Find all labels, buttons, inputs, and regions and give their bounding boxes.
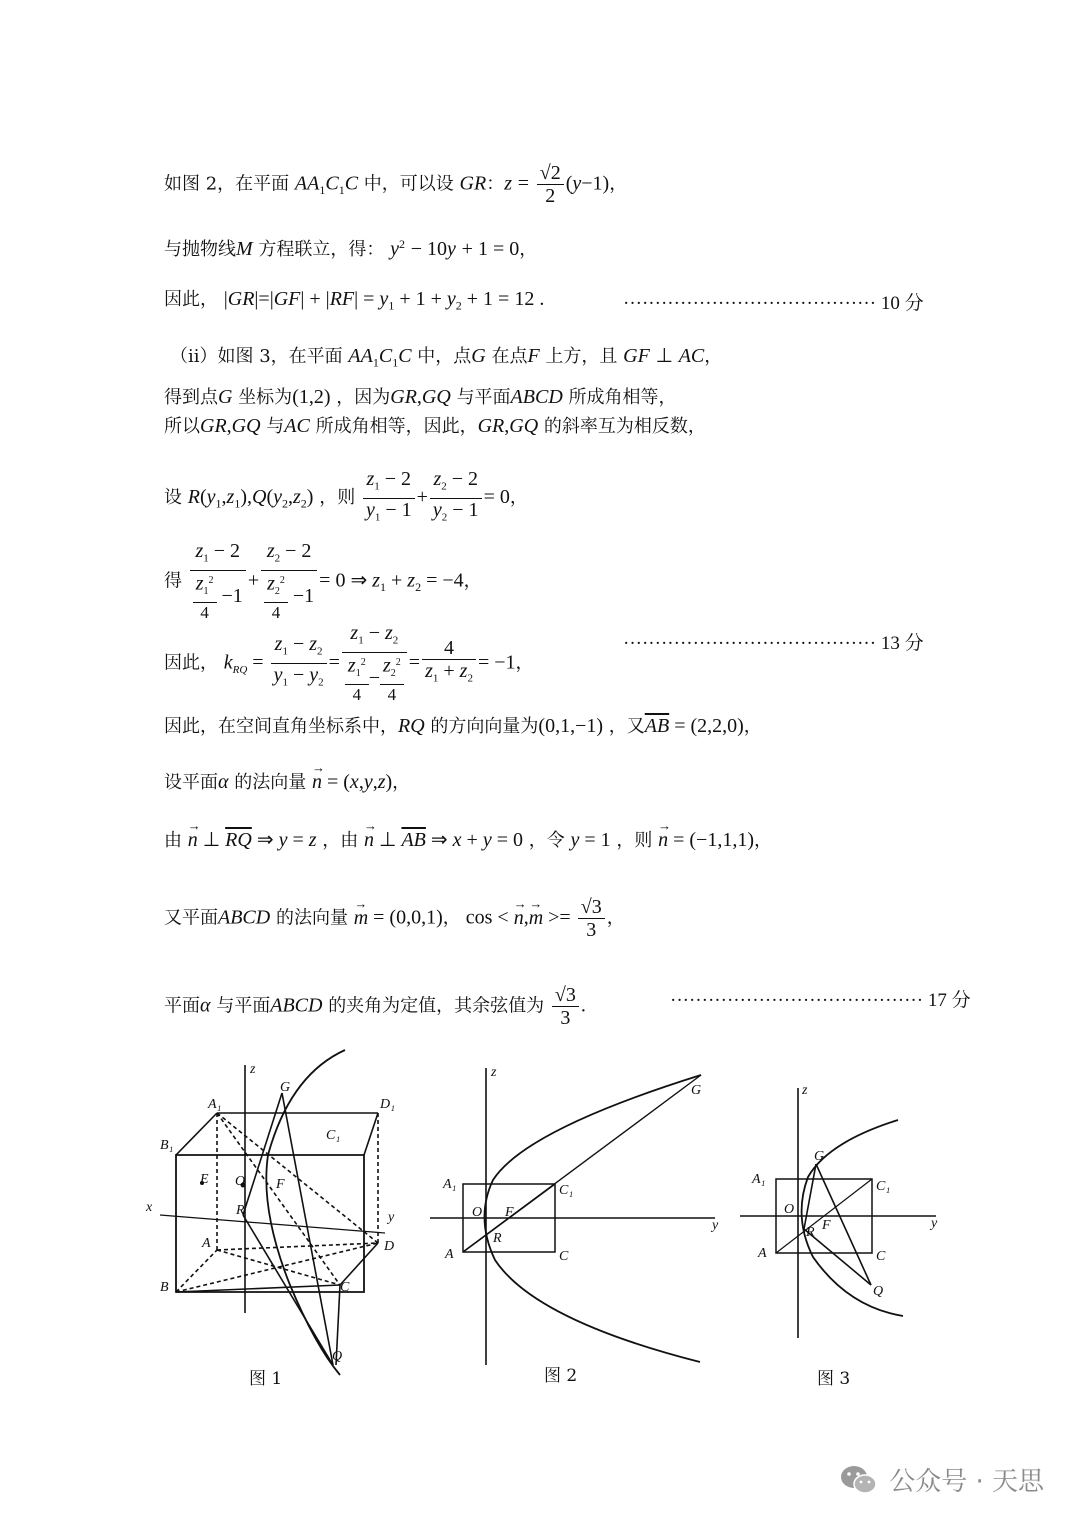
figure-2 [425, 1060, 725, 1370]
text: ，则 [616, 830, 653, 851]
svg-text:z: z [491, 1065, 497, 1080]
text: 设 [164, 487, 182, 509]
text: 又平面 [164, 907, 218, 929]
line-5: 得到点G 坐标为(1,2) ，因为GR,GQ 与平面ABCD 所成角相等， [164, 386, 677, 408]
text: 由 [164, 830, 182, 851]
svg-text:B: B [160, 1280, 169, 1295]
line-13: 又平面ABCD 的法向量 → m = (0,0,1)， cos < → n,→ m >= $\frac{√3}{3}$ ， [164, 896, 625, 941]
line-10: 因此，在空间直角坐标系中，RQ 的方向向量为(0,1,−1) ，又$\overline{AB} = (2,2,0)$， [164, 715, 762, 737]
text: 中，点 [417, 346, 472, 367]
line-1: 如图 2，在平面 $AA_1C_1C$ 中，可以设 GR：z = $\frac{√2}{2}$ (y−1)， [164, 162, 628, 207]
wechat-icon [839, 1463, 879, 1497]
text: 的法向量 [234, 772, 307, 793]
svg-text:C: C [876, 1249, 886, 1264]
score-10: ········································ 10 分 [623, 293, 924, 314]
text: 与平面 [456, 387, 511, 408]
svg-text:C: C [559, 1249, 569, 1264]
svg-text:A₁: A₁ [208, 1097, 222, 1112]
text: （ii）如图 3，在平面 [170, 346, 343, 367]
figure-1 [140, 1045, 410, 1385]
svg-text:O: O [235, 1174, 246, 1189]
figure-3 [738, 1082, 948, 1342]
svg-text:E: E [200, 1172, 209, 1187]
text: 设平面 [164, 772, 218, 793]
svg-text:A: A [758, 1246, 767, 1261]
text: 的方向向量为 [430, 716, 539, 737]
text: 在点 [491, 346, 528, 367]
text: 与平面 [216, 995, 271, 1017]
line-2: 与抛物线M 方程联立，得： $y^2 - 10y + 1 = 0$， [164, 237, 538, 260]
svg-text:y: y [931, 1216, 938, 1231]
text: 的法向量 [275, 907, 348, 929]
svg-text:G: G [691, 1083, 702, 1098]
svg-text:O: O [784, 1202, 795, 1217]
svg-text:Q: Q [332, 1349, 343, 1364]
text: ，令 [528, 830, 565, 851]
watermark [839, 1461, 1044, 1498]
svg-text:R: R [806, 1225, 815, 1240]
text: 平面 [164, 995, 200, 1017]
watermark-text: 公众号 · 天思 [889, 1467, 1044, 1497]
line-9: 因此， $k_{RQ}$ = $\frac{z_1 - z_2}{y_1 - y_2}$ = $z_1 - z_2$ $\frac{z_1^2}{4}$ − $\frac{z_2^2}{4}$ = $\frac{4}{z_1 + z_2}$ = −1， [164, 622, 534, 704]
svg-text:G: G [280, 1080, 291, 1095]
text: ，又 [608, 716, 645, 737]
text: ，则 [319, 487, 356, 509]
line-12: 由 → n ⊥ $\overline{RQ}$ ⇒ y = z ，由 → n ⊥ $\overline{AB}$ ⇒ x + y = 0 ，令 y = 1 ，则 → n = (−1,1,1)， [164, 828, 772, 853]
svg-text:A₁: A₁ [752, 1172, 766, 1187]
svg-text:D: D [384, 1239, 395, 1254]
line-7: 设 $R(y_1,z_1),Q(y_2,z_2)$ ，则 $\frac{z_1 - 2}{y_1 - 1}$ + $\frac{z_2 - 2}{y_2 - 1}$ = 0， [164, 468, 528, 524]
svg-text:F: F [505, 1205, 514, 1220]
svg-text:y: y [388, 1210, 395, 1225]
svg-text:R: R [493, 1231, 502, 1246]
text: 坐标为 [238, 387, 293, 408]
line-6: 所以GR,GQ 与AC 所成角相等，因此，GR,GQ 的斜率互为相反数， [164, 415, 706, 437]
text: 的夹角为定值，其余弦值为 [328, 995, 545, 1017]
text: 如图 2，在平面 [164, 173, 290, 195]
text: 方程联立，得： [258, 239, 385, 260]
text: 上方，且 [545, 346, 618, 367]
text: 与 [266, 416, 285, 437]
score-13: ········································ 13 分 [623, 633, 924, 654]
svg-text:R: R [236, 1203, 245, 1218]
text: 所以 [164, 416, 200, 437]
score-17: ········································ 17 分 [670, 990, 971, 1011]
svg-text:y: y [712, 1218, 719, 1233]
svg-text:A: A [202, 1236, 211, 1251]
text: 得 [164, 570, 182, 592]
svg-text:F: F [276, 1177, 285, 1192]
svg-text:z: z [802, 1083, 808, 1098]
svg-text:C₁: C₁ [876, 1179, 891, 1194]
svg-text:A: A [445, 1247, 454, 1262]
line-3: 因此， $|GR|=|GF| + |RF| = y_1 + 1 + y_2 + 1 = 12$ . [164, 288, 545, 313]
line-14: 平面α 与平面ABCD 的夹角为定值，其余弦值为 $\frac{√3}{3}$ . [164, 984, 586, 1029]
text: 所成角相等， [568, 387, 677, 408]
text: 因此， [164, 289, 218, 310]
text: 所成角相等，因此， [315, 416, 478, 437]
figure-3-caption: 图 3 [817, 1369, 851, 1389]
svg-text:O: O [472, 1205, 483, 1220]
svg-text:D₁: D₁ [380, 1097, 395, 1112]
svg-text:z: z [250, 1062, 256, 1077]
text: 因此， [164, 652, 218, 674]
text: ，因为 [336, 387, 391, 408]
svg-text:B₁: B₁ [160, 1138, 174, 1153]
svg-text:A₁: A₁ [443, 1177, 457, 1192]
text: 的斜率互为相反数， [543, 416, 706, 437]
text: 中，可以设 [363, 173, 454, 195]
text: 因此，在空间直角坐标系中， [164, 716, 398, 737]
figure-1-caption: 图 1 [249, 1369, 283, 1389]
text: 与抛物线 [164, 239, 236, 260]
svg-text:C: C [340, 1280, 350, 1295]
text: ，由 [322, 830, 359, 851]
text: 得到点 [164, 387, 218, 408]
svg-text:G: G [814, 1149, 825, 1164]
line-11: 设平面α 的法向量 → n = (x,y,z)， [164, 770, 410, 795]
svg-text:C₁: C₁ [326, 1128, 341, 1143]
svg-text:Q: Q [873, 1284, 884, 1299]
svg-text:F: F [822, 1218, 831, 1233]
line-8: 得 $z_1 - 2$ $\frac{z_1^2}{4}$ −1 + $z_2 - 2$ $\frac{z_2^2}{4}$ −1 = 0 ⇒ $z_1 + z_2 = -4$， [164, 540, 482, 622]
figure-2-caption: 图 2 [544, 1366, 578, 1386]
line-4: （ii）如图 3，在平面 $AA_1C_1C$ 中，点G 在点F 上方，且 GF ⊥ AC， [170, 345, 723, 370]
svg-text:x: x [146, 1200, 153, 1215]
svg-text:C₁: C₁ [559, 1183, 574, 1198]
